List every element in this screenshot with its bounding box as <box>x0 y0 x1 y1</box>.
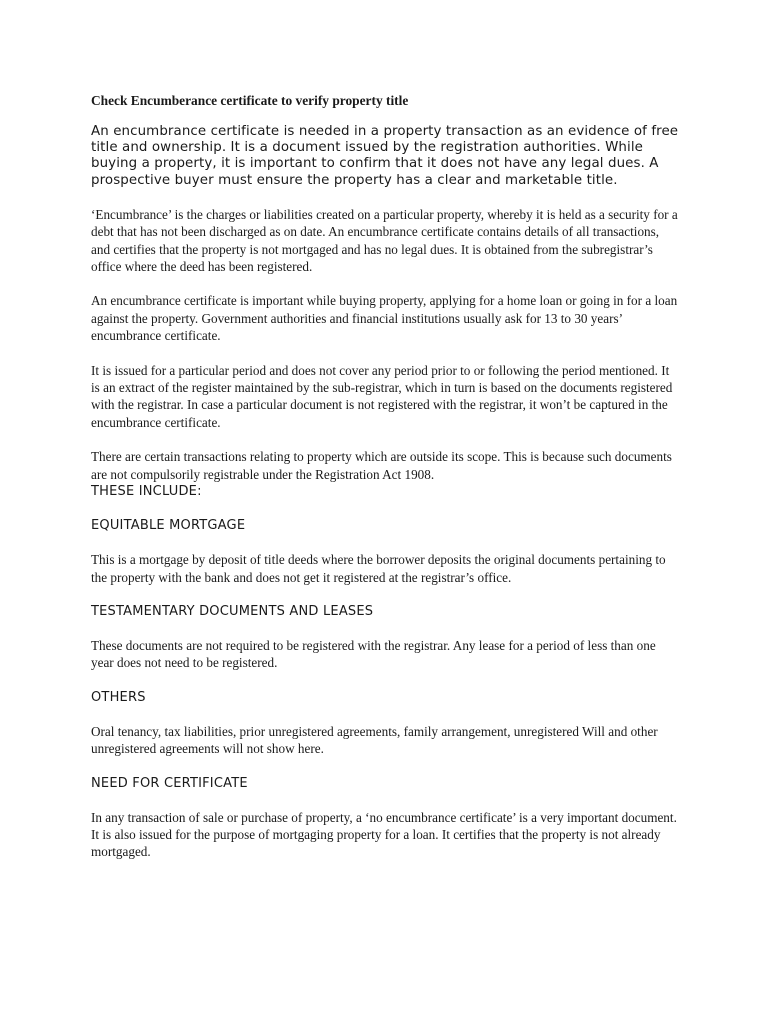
document-title: Check Encumberance certificate to verify property title <box>91 93 409 108</box>
paragraph-encumbrance-definition: ‘Encumbrance’ is the charges or liabilities created on a particular property, whereby it is held as a security for a debt that has not been discharged as on date. An encumbrance certificate contains details of all transactions, and certifies that the property is not mortgaged and has no legal dues. It is obtained from the subregistrar’s office where the deed has been registered. <box>91 206 678 275</box>
section-body-need-for-certificate: In any transaction of sale or purchase of property, a ‘no encumbrance certificate’ is a very important document. It is also issued for the purpose of mortgaging property for a loan. It certifies that the property is not already mortgaged. <box>91 809 677 860</box>
section-body-testamentary: These documents are not required to be registered with the registrar. Any lease for a period of less than one year does not need to be registered. <box>91 637 656 671</box>
paragraph-period: It is issued for a particular period and does not cover any period prior to or following the period mentioned. It is an extract of the register maintained by the sub-registrar, which in turn is based on the documents registered with the registrar. In case a particular document is not registered with the registrar, it won’t be captured in the encumbrance certificate. <box>91 362 673 430</box>
these-include-label: THESE INCLUDE: <box>91 484 202 500</box>
intro-paragraph: An encumbrance certificate is needed in a property transaction as an evidence of free title and ownership. It is a document issued by the registration authorities. While buying a property, it is important to confirm that it does not have any legal dues. A prospective buyer must ensure the property has a clear and marketable title. <box>91 124 679 188</box>
paragraph-scope: There are certain transactions relating to property which are outside its scope. This is because such documents are not compulsorily registrable under the Registration Act 1908. <box>91 449 672 482</box>
document-page <box>91 92 681 878</box>
paragraph-importance: An encumbrance certificate is important while buying property, applying for a home loan or going in for a loan against the property. Government authorities and financial institutions usually ask for 13 to 30 years’ encumbrance certificate. <box>91 293 678 344</box>
section-heading-equitable-mortgage: EQUITABLE MORTGAGE <box>91 518 246 534</box>
section-body-equitable-mortgage: This is a mortgage by deposit of title deeds where the borrower deposits the original documents pertaining to the property with the bank and does not get it registered at the registrar’s office. <box>91 552 666 585</box>
section-body-others: Oral tenancy, tax liabilities, prior unregistered agreements, family arrangement, unregistered Will and other unregistered agreements will not show here. <box>91 723 658 757</box>
section-heading-need-for-certificate: NEED FOR CERTIFICATE <box>91 775 248 791</box>
section-heading-others: OTHERS <box>91 689 146 705</box>
section-heading-testamentary: TESTAMENTARY DOCUMENTS AND LEASES <box>91 603 374 619</box>
